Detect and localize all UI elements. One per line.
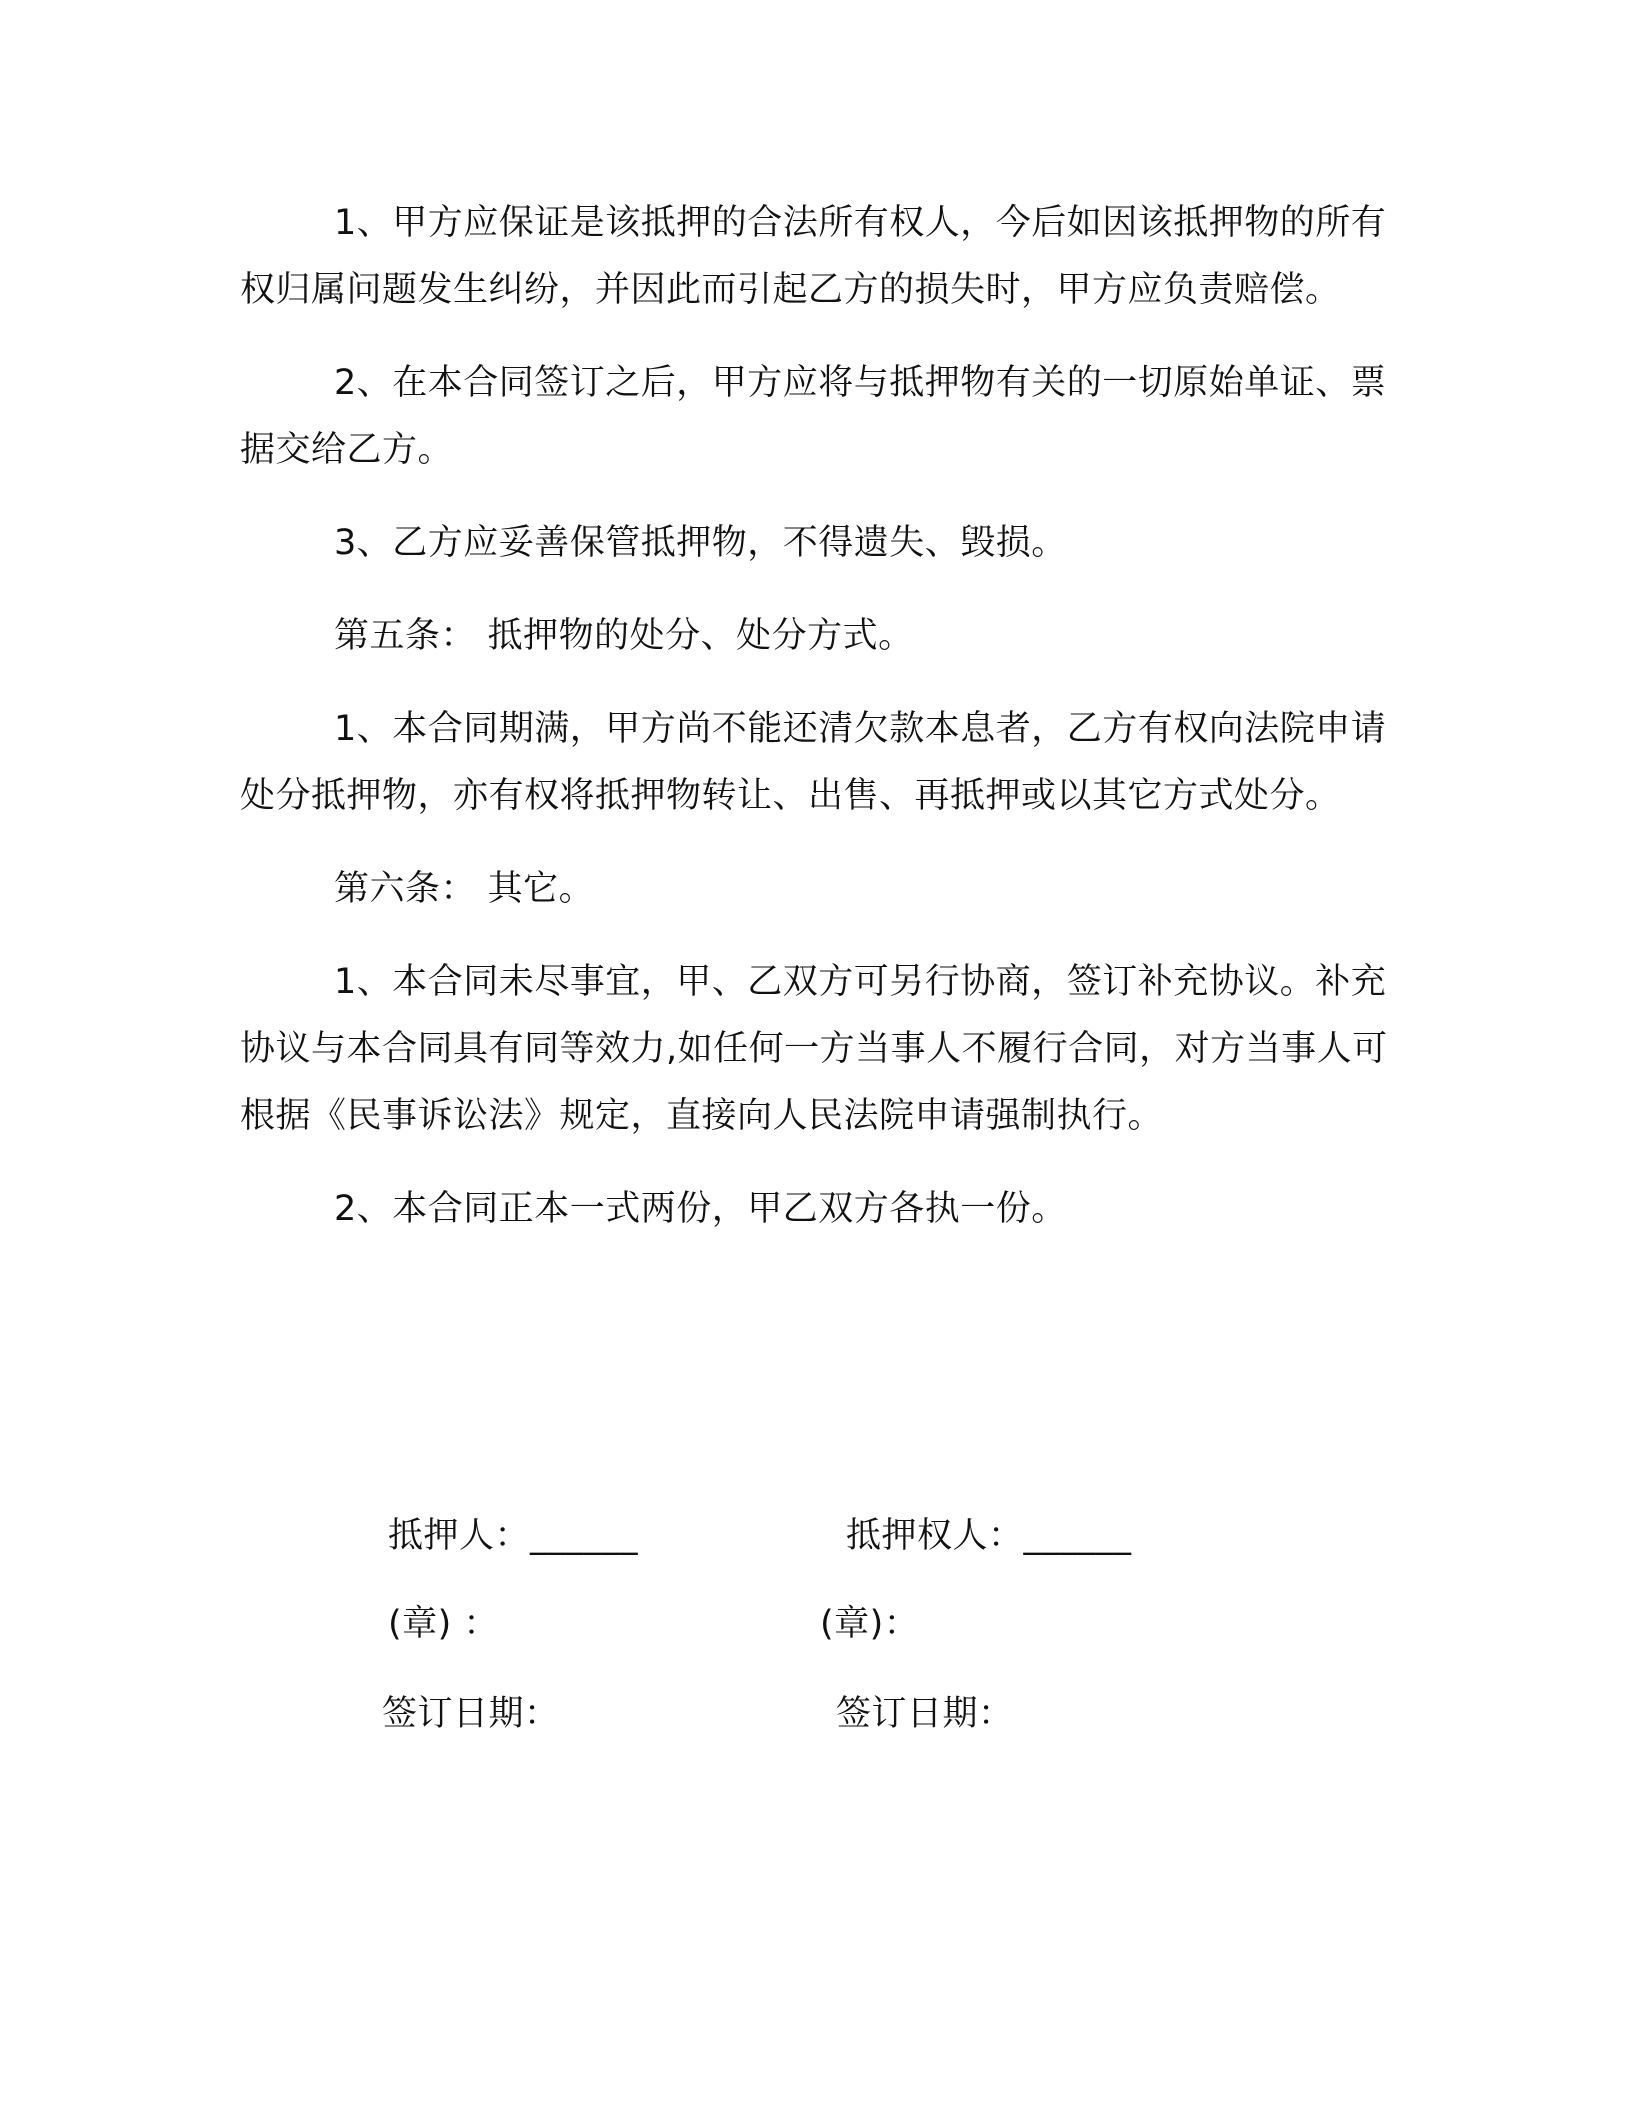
contract-body <box>240 190 1390 1269</box>
clause-documents-handover: 2、在本合同签订之后，甲方应将与抵押物有关的一切原始单证、票据交给乙方。 <box>240 363 1387 470</box>
mortgagor-seal: (章) ： <box>388 1604 499 1644</box>
article-five-heading: 第五条： 抵押物的处分、处分方式。 <box>334 616 914 656</box>
clause-safekeeping: 3、乙方应妥善保管抵押物，不得遗失、毁损。 <box>334 523 1067 563</box>
mortgagee-signature-line: 抵押权人：______ <box>846 1516 1132 1556</box>
clause-copies: 2、本合同正本一式两份，甲乙双方各执一份。 <box>334 1189 1067 1229</box>
mortgagor-signature-line: 抵押人：______ <box>388 1516 639 1556</box>
clause-disposal: 1、本合同期满，甲方尚不能还清欠款本息者，乙方有权向法院申请处分抵押物，亦有权将抵押物转让、出售、再抵押或以其它方式处分。 <box>240 709 1387 816</box>
article-six-heading: 第六条： 其它。 <box>334 869 595 909</box>
clause-owner-guarantee: 1、甲方应保证是该抵押的合法所有权人，今后如因该抵押物的所有权归属问题发生纠纷，并因此而引起乙方的损失时，甲方应负责赔偿。 <box>240 203 1387 310</box>
mortgagee-seal: (章)： <box>820 1604 920 1644</box>
mortgagor-sign-date: 签订日期： <box>382 1694 560 1734</box>
clause-supplementary-agreement: 1、本合同未尽事宜，甲、乙双方可另行协商，签订补充协议。补充协议与本合同具有同等效力,如任何一方当事人不履行合同，对方当事人可根据《民事诉讼法》规定，直接向人民法院申请强制执行。 <box>240 962 1388 1136</box>
mortgagee-sign-date: 签订日期： <box>836 1694 1014 1734</box>
